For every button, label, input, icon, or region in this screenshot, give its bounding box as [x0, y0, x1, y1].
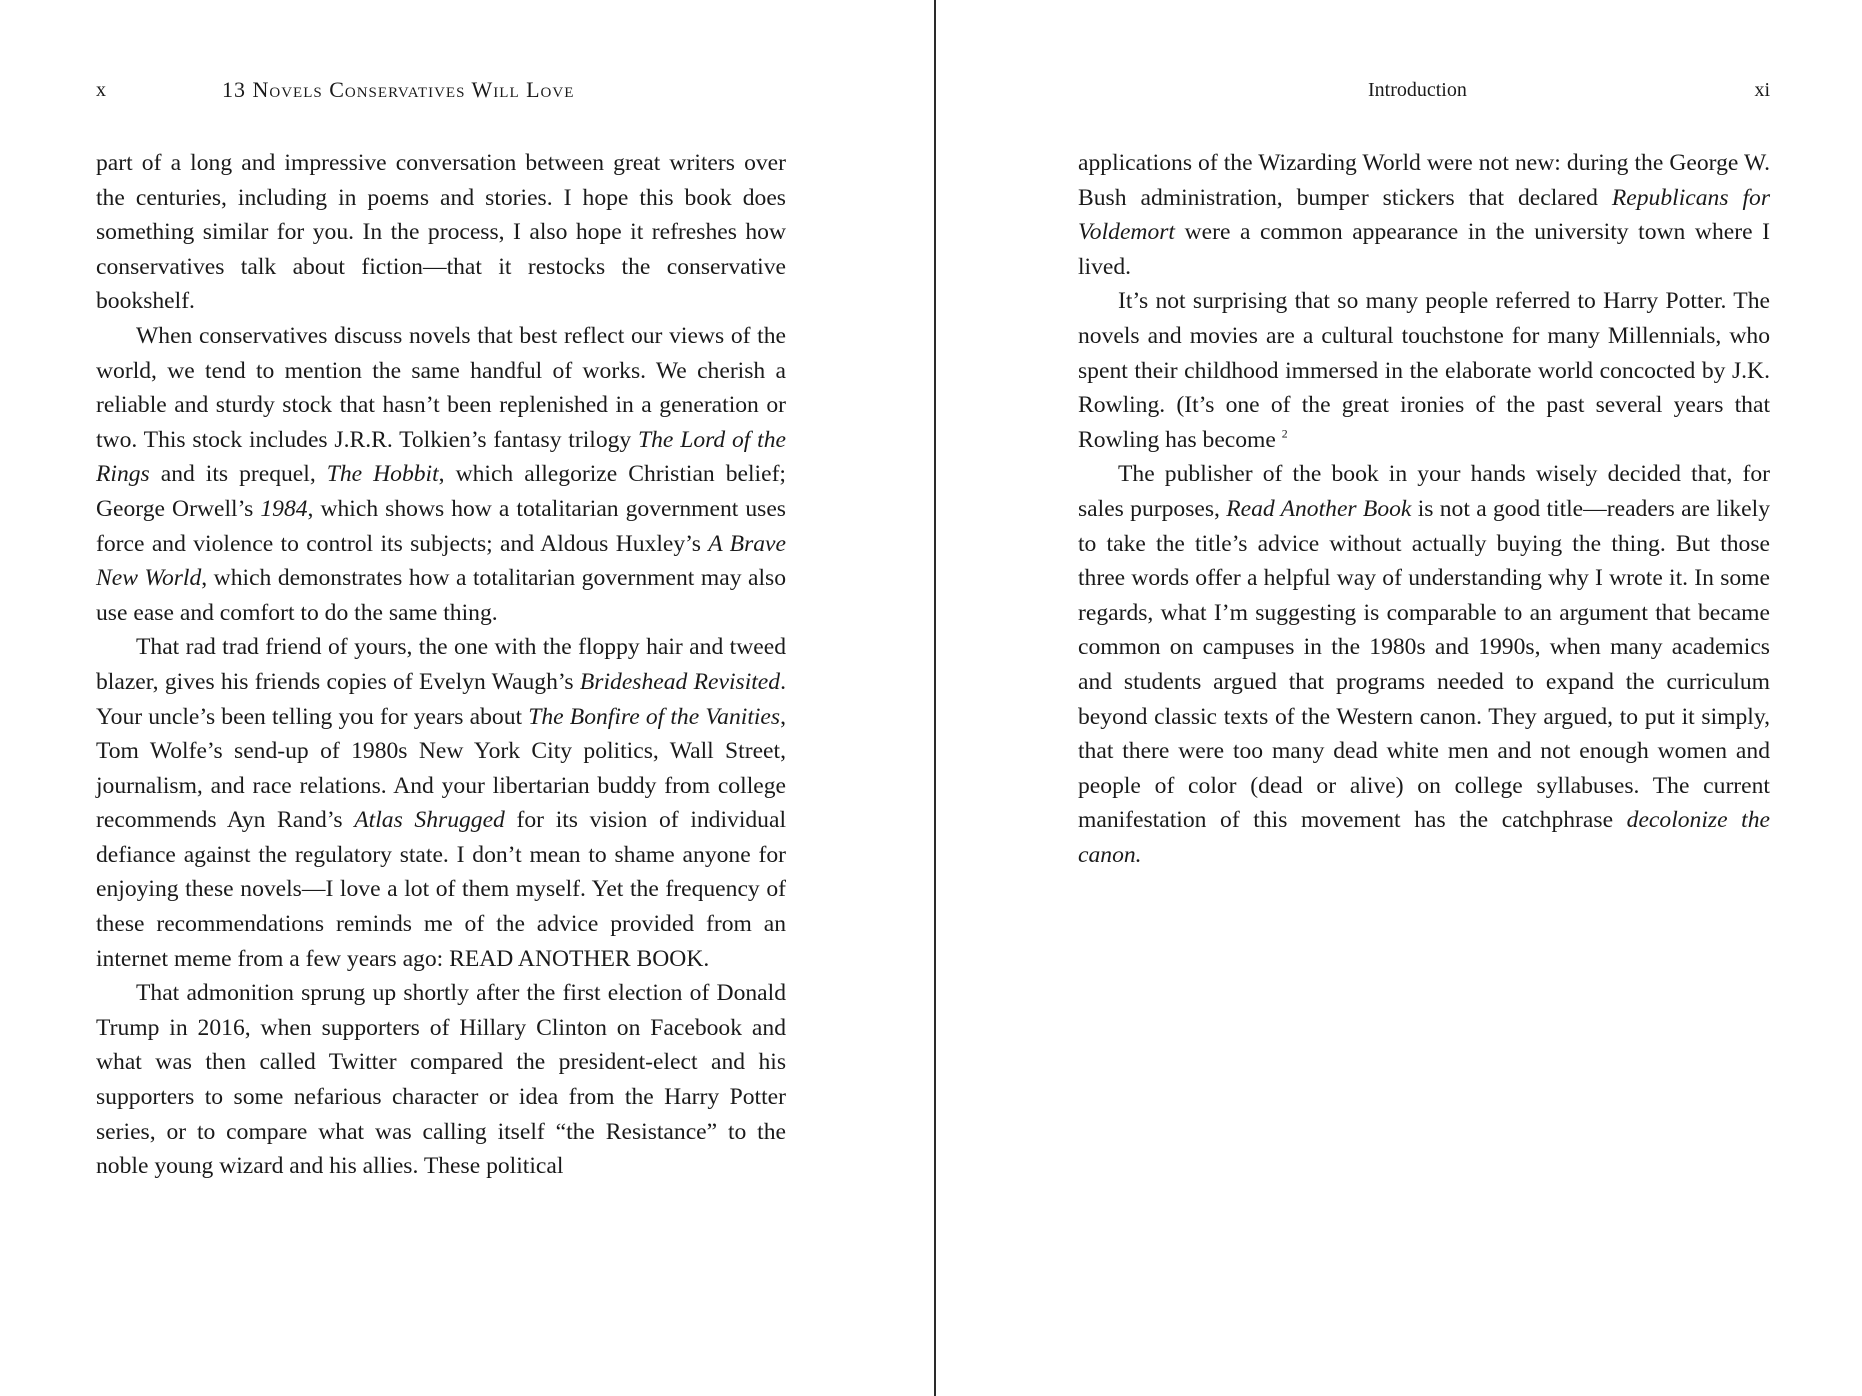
paragraph: It’s not surprising that so many people referred to Harry Potter. The novels and movies are a cultural touchstone for many Millennials, who spent their childhood immersed in the elaborate world concocted by J.K. Rowling. (It’s one of the great ironies of the past several years that Rowling has become $^2$	[1078, 288, 1770, 453]
left-page-header	[96, 76, 786, 104]
chapter-title-running-head: Introduction	[1368, 79, 1467, 101]
paragraph: That admonition sprung up shortly after the first election of Donald Trump in 2016, when supporters of Hillary Clinton on Facebook and what was then called Twitter compared the president-elect and his supporters to some nefarious character or idea from the Harry Potter series, or to compare what was calling itself “the Resistance” to the noble young wizard and his allies. These political	[96, 980, 786, 1180]
right-page	[1078, 0, 1770, 1396]
left-page	[96, 0, 786, 1396]
right-page-number: xi	[1754, 79, 1770, 101]
right-page-header	[1078, 76, 1770, 104]
book-gutter-divider	[934, 0, 936, 1396]
left-page-number: x	[96, 79, 106, 101]
left-page-body	[96, 146, 786, 1184]
paragraph: That rad trad friend of yours, the one with the floppy hair and tweed blazer, gives his friends copies of Evelyn Waugh’s Brideshead Revisited. Your uncle’s been telling you for years about The Bonfire of the Vanities, Tom Wolfe’s send-up of 1980s New York City politics, Wall Street, journalism, and race relations. And your libertarian buddy from college recommends Ayn Rand’s Atlas Shrugged for its vision of individual defiance against the regulatory state. I don’t mean to shame anyone for enjoying these novels—I love a lot of them myself. Yet the frequency of these recommendations reminds me of the advice provided from an internet meme from a few years ago: READ ANOTHER BOOK.	[96, 634, 786, 972]
paragraph: applications of the Wizarding World were not new: during the George W. Bush administration, bumper stickers that declared Republicans for Voldemort were a common appearance in the university town where I lived.	[1078, 150, 1770, 280]
book-title-running-head: 13 Novels Conservatives Will Love	[222, 77, 575, 102]
paragraph: part of a long and impressive conversation between great writers over the centuries, including in poems and stories. I hope this book does something similar for you. In the process, I also hope it refreshes how conservatives talk about fiction—that it restocks the conservative bookshelf.	[96, 150, 786, 315]
paragraph: The publisher of the book in your hands wisely decided that, for sales purposes, Read Another Book is not a good title—readers are likely to take the title’s advice without actually buying the thing. But those three words offer a helpful way of understanding why I wrote it. In some regards, what I’m suggesting is comparable to an argument that became common on campuses in the 1980s and 1990s, when many academics and students argued that programs needed to expand the curriculum beyond classic texts of the Western canon. They argued, to put it simply, that there were too many dead white men and not enough women and people of color (dead or alive) on college syllabuses. The current manifestation of this movement has the catchphrase decolonize the canon.	[1078, 461, 1770, 868]
footnote-marker[interactable]: 2	[1281, 426, 1288, 441]
right-page-body	[1078, 146, 1770, 872]
paragraph: When conservatives discuss novels that best reflect our views of the world, we tend to mention the same handful of works. We cherish a reliable and sturdy stock that hasn’t been replenished in a generation or two. This stock includes J.R.R. Tolkien’s fantasy trilogy The Lord of the Rings and its prequel, The Hobbit, which allegorize Christian belief; George Orwell’s 1984, which shows how a totalitarian government uses force and violence to control its subjects; and Aldous Huxley’s A Brave New World, which demonstrates how a totalitarian government may also use ease and comfort to do the same thing.	[96, 322, 786, 626]
